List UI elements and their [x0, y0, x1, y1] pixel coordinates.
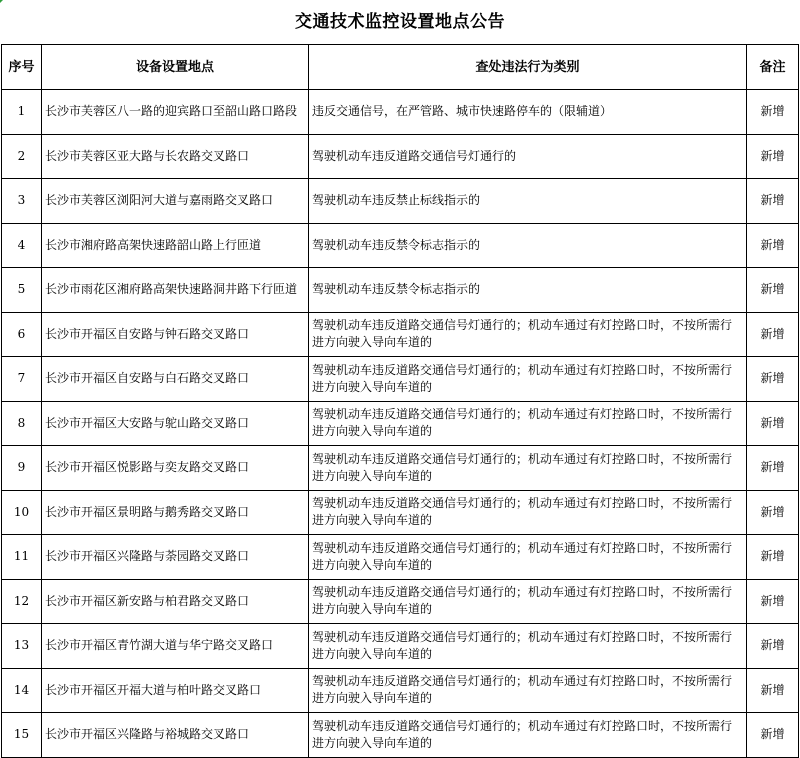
row-location: 长沙市开福区新安路与柏君路交叉路口: [42, 579, 309, 624]
row-location: 长沙市开福区自安路与白石路交叉路口: [42, 357, 309, 402]
row-number: 5: [2, 268, 42, 313]
row-number: 7: [2, 357, 42, 402]
row-number: 9: [2, 446, 42, 491]
table-row: [2, 535, 799, 580]
row-note: 新增: [747, 312, 799, 357]
row-number: 4: [2, 223, 42, 268]
row-violation: 驾驶机动车违反道路交通信号灯通行的；机动车通过有灯控路口时，不按所需行进方向驶入导向车道的: [309, 535, 747, 580]
row-violation: 驾驶机动车违反道路交通信号灯通行的；机动车通过有灯控路口时，不按所需行进方向驶入导向车道的: [309, 668, 747, 713]
row-location: 长沙市开福区兴隆路与荼园路交叉路口: [42, 535, 309, 580]
row-note: 新增: [747, 268, 799, 313]
row-number: 14: [2, 668, 42, 713]
row-violation: 驾驶机动车违反禁令标志指示的: [309, 223, 747, 268]
table-row: [2, 579, 799, 624]
row-location: 长沙市芙蓉区亚大路与长农路交叉路口: [42, 134, 309, 179]
row-location: 长沙市开福区开福大道与柏叶路交叉路口: [42, 668, 309, 713]
row-location: 长沙市开福区悦影路与奕友路交叉路口: [42, 446, 309, 491]
table-row: [2, 713, 799, 758]
row-note: 新增: [747, 490, 799, 535]
table-row: [2, 134, 799, 179]
table-row: [2, 90, 799, 135]
row-location: 长沙市芙蓉区浏阳河大道与嘉雨路交叉路口: [42, 179, 309, 224]
row-note: 新增: [747, 357, 799, 402]
row-note: 新增: [747, 668, 799, 713]
header-note: 备注: [747, 45, 799, 90]
row-note: 新增: [747, 446, 799, 491]
row-number: 10: [2, 490, 42, 535]
table-row: [2, 268, 799, 313]
row-note: 新增: [747, 579, 799, 624]
row-location: 长沙市湘府路高架快速路韶山路上行匝道: [42, 223, 309, 268]
header-no: 序号: [2, 45, 42, 90]
row-location: 长沙市雨花区湘府路高架快速路洞井路下行匝道: [42, 268, 309, 313]
row-location: 长沙市开福区自安路与钟石路交叉路口: [42, 312, 309, 357]
row-note: 新增: [747, 624, 799, 669]
table-row: [2, 490, 799, 535]
row-location: 长沙市开福区景明路与鹅秀路交叉路口: [42, 490, 309, 535]
row-violation: 违反交通信号，在严管路、城市快速路停车的（限辅道）: [309, 90, 747, 135]
row-number: 13: [2, 624, 42, 669]
row-note: 新增: [747, 179, 799, 224]
row-violation: 驾驶机动车违反禁令标志指示的: [309, 268, 747, 313]
row-note: 新增: [747, 90, 799, 135]
table-row: [2, 357, 799, 402]
row-number: 8: [2, 401, 42, 446]
row-number: 2: [2, 134, 42, 179]
notice-table: [1, 44, 799, 758]
row-location: 长沙市开福区大安路与鸵山路交叉路口: [42, 401, 309, 446]
row-violation: 驾驶机动车违反道路交通信号灯通行的；机动车通过有灯控路口时，不按所需行进方向驶入导向车道的: [309, 357, 747, 402]
row-violation: 驾驶机动车违反道路交通信号灯通行的；机动车通过有灯控路口时，不按所需行进方向驶入导向车道的: [309, 312, 747, 357]
row-location: 长沙市开福区青竹湖大道与华宁路交叉路口: [42, 624, 309, 669]
row-note: 新增: [747, 134, 799, 179]
header-location: 设备设置地点: [42, 45, 309, 90]
table-row: [2, 446, 799, 491]
table-row: [2, 223, 799, 268]
table-row: [2, 312, 799, 357]
row-note: 新增: [747, 713, 799, 758]
header-violation: 查处违法行为类别: [309, 45, 747, 90]
row-number: 1: [2, 90, 42, 135]
row-violation: 驾驶机动车违反道路交通信号灯通行的: [309, 134, 747, 179]
row-number: 12: [2, 579, 42, 624]
row-location: 长沙市开福区兴隆路与裕城路交叉路口: [42, 713, 309, 758]
table-body: [2, 90, 799, 758]
row-number: 15: [2, 713, 42, 758]
row-number: 6: [2, 312, 42, 357]
row-violation: 驾驶机动车违反道路交通信号灯通行的；机动车通过有灯控路口时，不按所需行进方向驶入导向车道的: [309, 401, 747, 446]
row-violation: 驾驶机动车违反道路交通信号灯通行的；机动车通过有灯控路口时，不按所需行进方向驶入导向车道的: [309, 624, 747, 669]
table-row: [2, 179, 799, 224]
row-note: 新增: [747, 401, 799, 446]
table-header-row: [2, 45, 799, 90]
row-number: 3: [2, 179, 42, 224]
row-violation: 驾驶机动车违反道路交通信号灯通行的；机动车通过有灯控路口时，不按所需行进方向驶入导向车道的: [309, 579, 747, 624]
row-note: 新增: [747, 535, 799, 580]
row-violation: 驾驶机动车违反禁止标线指示的: [309, 179, 747, 224]
row-violation: 驾驶机动车违反道路交通信号灯通行的；机动车通过有灯控路口时，不按所需行进方向驶入导向车道的: [309, 446, 747, 491]
table-row: [2, 668, 799, 713]
page-title: 交通技术监控设置地点公告: [295, 12, 505, 32]
table-row: [2, 401, 799, 446]
row-number: 11: [2, 535, 42, 580]
table-row: [2, 624, 799, 669]
row-violation: 驾驶机动车违反道路交通信号灯通行的；机动车通过有灯控路口时，不按所需行进方向驶入导向车道的: [309, 490, 747, 535]
row-violation: 驾驶机动车违反道路交通信号灯通行的；机动车通过有灯控路口时，不按所需行进方向驶入导向车道的: [309, 713, 747, 758]
row-note: 新增: [747, 223, 799, 268]
row-location: 长沙市芙蓉区八一路的迎宾路口至韶山路口路段: [42, 90, 309, 135]
